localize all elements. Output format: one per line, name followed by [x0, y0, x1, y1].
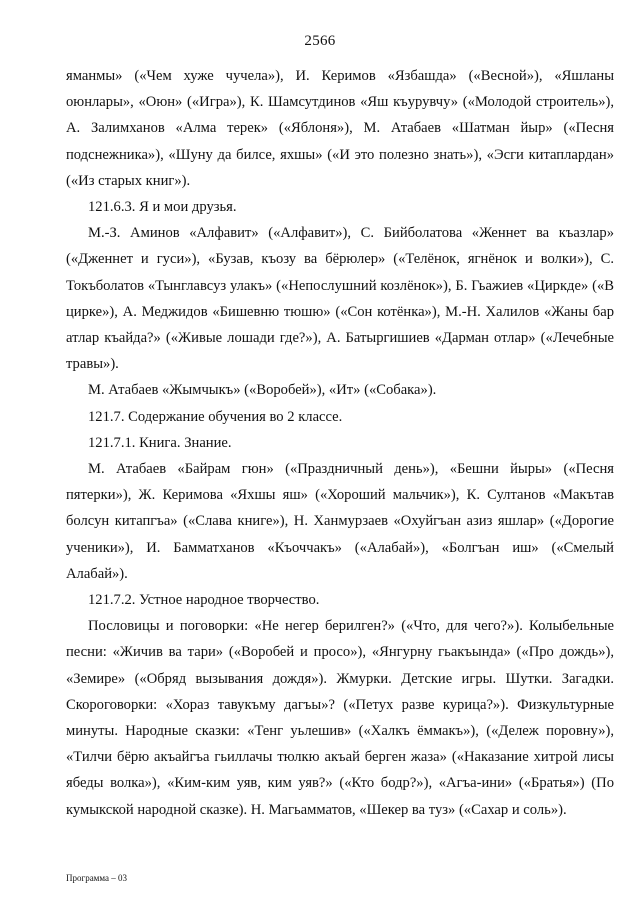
paragraph: М. Атабаев «Байрам гюн» («Праздничный день»), «Бешни йыры» («Песня пятерки»), Ж. Керимова «Яхшы яш» («Хороший мальчик»), К. Султанов «Макътав болсун китапгъа» («Слава книге»), Н. Ханмурзаев «Охуйгъан азиз яшлар» («Дорогие ученики»), И. Бамматханов «Къоччакъ» («Алабай»), «Болгъан иш» («Смелый Алабай»). — [66, 461, 614, 582]
section-heading: 121.7. Содержание обучения во 2 классе. — [88, 408, 343, 425]
footer-label: Программа – 03 — [66, 873, 128, 883]
body-text — [66, 63, 614, 823]
section-heading: 121.7.2. Устное народное творчество. — [88, 592, 320, 609]
section-heading: 121.7.1. Книга. Знание. — [88, 434, 232, 451]
paragraph: М.-З. Аминов «Алфавит» («Алфавит»), С. Бийболатова «Женнет ва къазлар» («Дженнет и гуси»), «Бузав, къозу ва бёрюлер» («Телёнок, ягнёнок и волки»), С. Токъболатов «Тынглавсуз улакъ» («Непослушний козлёнок»), Б. Гьажиев «Циркде» («В цирке»), А. Меджидов «Бишевню тюшю» («Сон котёнка»), М.-Н. Халилов «Жаны бар атлар къайда?» («Живые лошади где?»), А. Батыргишиев «Дарман отлар» («Лечебные травы»). — [66, 225, 614, 373]
section-heading: 121.6.3. Я и мои друзья. — [88, 199, 237, 216]
paragraph: М. Атабаев «Жымчыкъ» («Воробей»), «Ит» («Собака»). — [88, 382, 437, 399]
paragraph: яманмы» («Чем хуже чучела»), И. Керимов «Язбашда» («Весной»), «Яшланы оюнлары», «Оюн» («Игра»), К. Шамсутдинов «Яш къурувчу» («Молодой строитель»), А. Залимханов «Алма терек» («Яблоня»), М. Атабаев «Шатман йыр» («Песня подснежника»), «Шуну да билсе, яхшы» («И это полезно знать»), «Эсги китаплардан» («Из старых книг»). — [66, 68, 614, 189]
paragraph: Пословицы и поговорки: «Не негер берилген?» («Что, для чего?»). Колыбельные песни: «Жичив ва тари» («Воробей и просо»), «Янгурну гьакъында» («Про дождь»), «Земире» («Обряд вызывания дождя»). Жмурки. Детские игры. Шутки. Загадки. Скороговорки: «Хораз тавукъму дагъы»? («Петух разве курица?»). Физкультурные минуты. Народные сказки: «Тенг уьлешив» («Халкъ ёммакъ»), («Дележ поровну»), «Тилчи бёрю акъайгъа гьиллачы тюлкю акъай берген жаза» («Наказание хитрой лисы ябеды волка»), «Ким-ким уяв, ким уяв?» («Кто бодр?»), «Агъа-ини» («Братья») (По кумыкской народной сказке). Н. Магьамматов, «Шекер ва туз» («Сахар и соль»). — [66, 618, 614, 818]
page-number: 2566 — [304, 33, 336, 49]
